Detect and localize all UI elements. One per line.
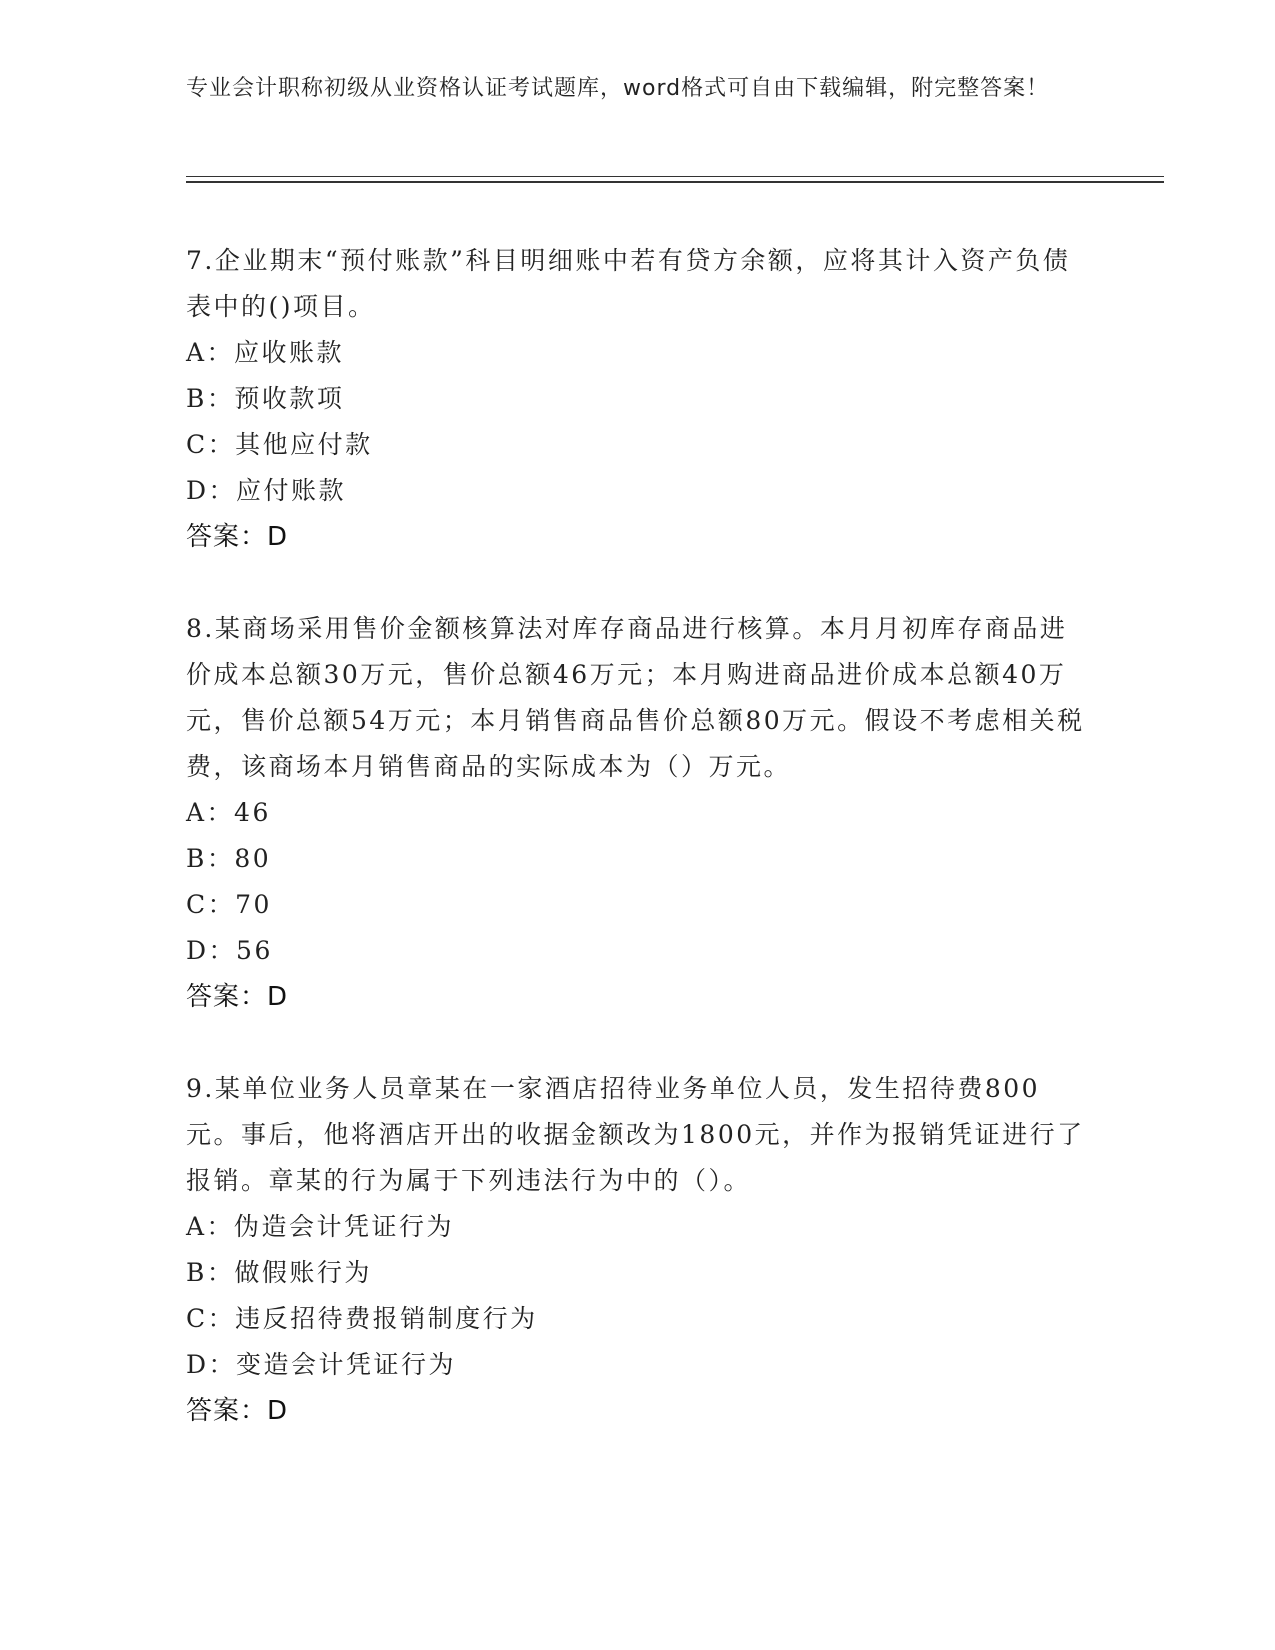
- option-d: D：应付账款: [186, 476, 347, 505]
- answer-line: [186, 1388, 1086, 1434]
- option-c: C：违反招待费报销制度行为: [186, 1304, 538, 1333]
- option-c: C：70: [186, 890, 272, 919]
- question-9: [186, 1066, 1086, 1434]
- answer-line: [186, 514, 1086, 560]
- answer-line: [186, 974, 1086, 1020]
- option-a: A：伪造会计凭证行为: [186, 1212, 455, 1241]
- option-d: D：变造会计凭证行为: [186, 1350, 457, 1379]
- document-header: 专业会计职称初级从业资格认证考试题库，word格式可自由下载编辑，附完整答案！: [186, 76, 1050, 101]
- option-b: B：80: [186, 844, 272, 873]
- option-a: A：46: [186, 798, 271, 827]
- option-b: B：预收款项: [186, 384, 345, 413]
- answer-value: D: [267, 522, 288, 552]
- option-d: D：56: [186, 936, 273, 965]
- question-stem: 9.某单位业务人员章某在一家酒店招待业务单位人员，发生招待费800元。事后，他将酒店开出的收据金额改为1800元，并作为报销凭证进行了报销。章某的行为属于下列违法行为中的（）。: [186, 1074, 1085, 1195]
- header-divider-thin: [186, 176, 1164, 177]
- question-7: [186, 238, 1086, 560]
- answer-value: D: [267, 982, 288, 1012]
- answer-value: D: [267, 1396, 288, 1426]
- option-a: A：应收账款: [186, 338, 345, 367]
- header-divider-thick: [186, 181, 1164, 183]
- question-stem: 7.企业期末“预付账款”科目明细账中若有贷方余额，应将其计入资产负债表中的()项目。: [186, 246, 1071, 321]
- option-b: B：做假账行为: [186, 1258, 372, 1287]
- answer-label: 答案：: [186, 522, 268, 552]
- question-stem: 8.某商场采用售价金额核算法对库存商品进行核算。本月月初库存商品进价成本总额30万元，售价总额46万元；本月购进商品进价成本总额40万元，售价总额54万元；本月销售商品售价总额80万元。假设不考虑相关税费，该商场本月销售商品的实际成本为（）万元。: [186, 614, 1085, 781]
- option-c: C：其他应付款: [186, 430, 373, 459]
- answer-label: 答案：: [186, 1396, 268, 1426]
- question-8: [186, 606, 1086, 1020]
- answer-label: 答案：: [186, 982, 268, 1012]
